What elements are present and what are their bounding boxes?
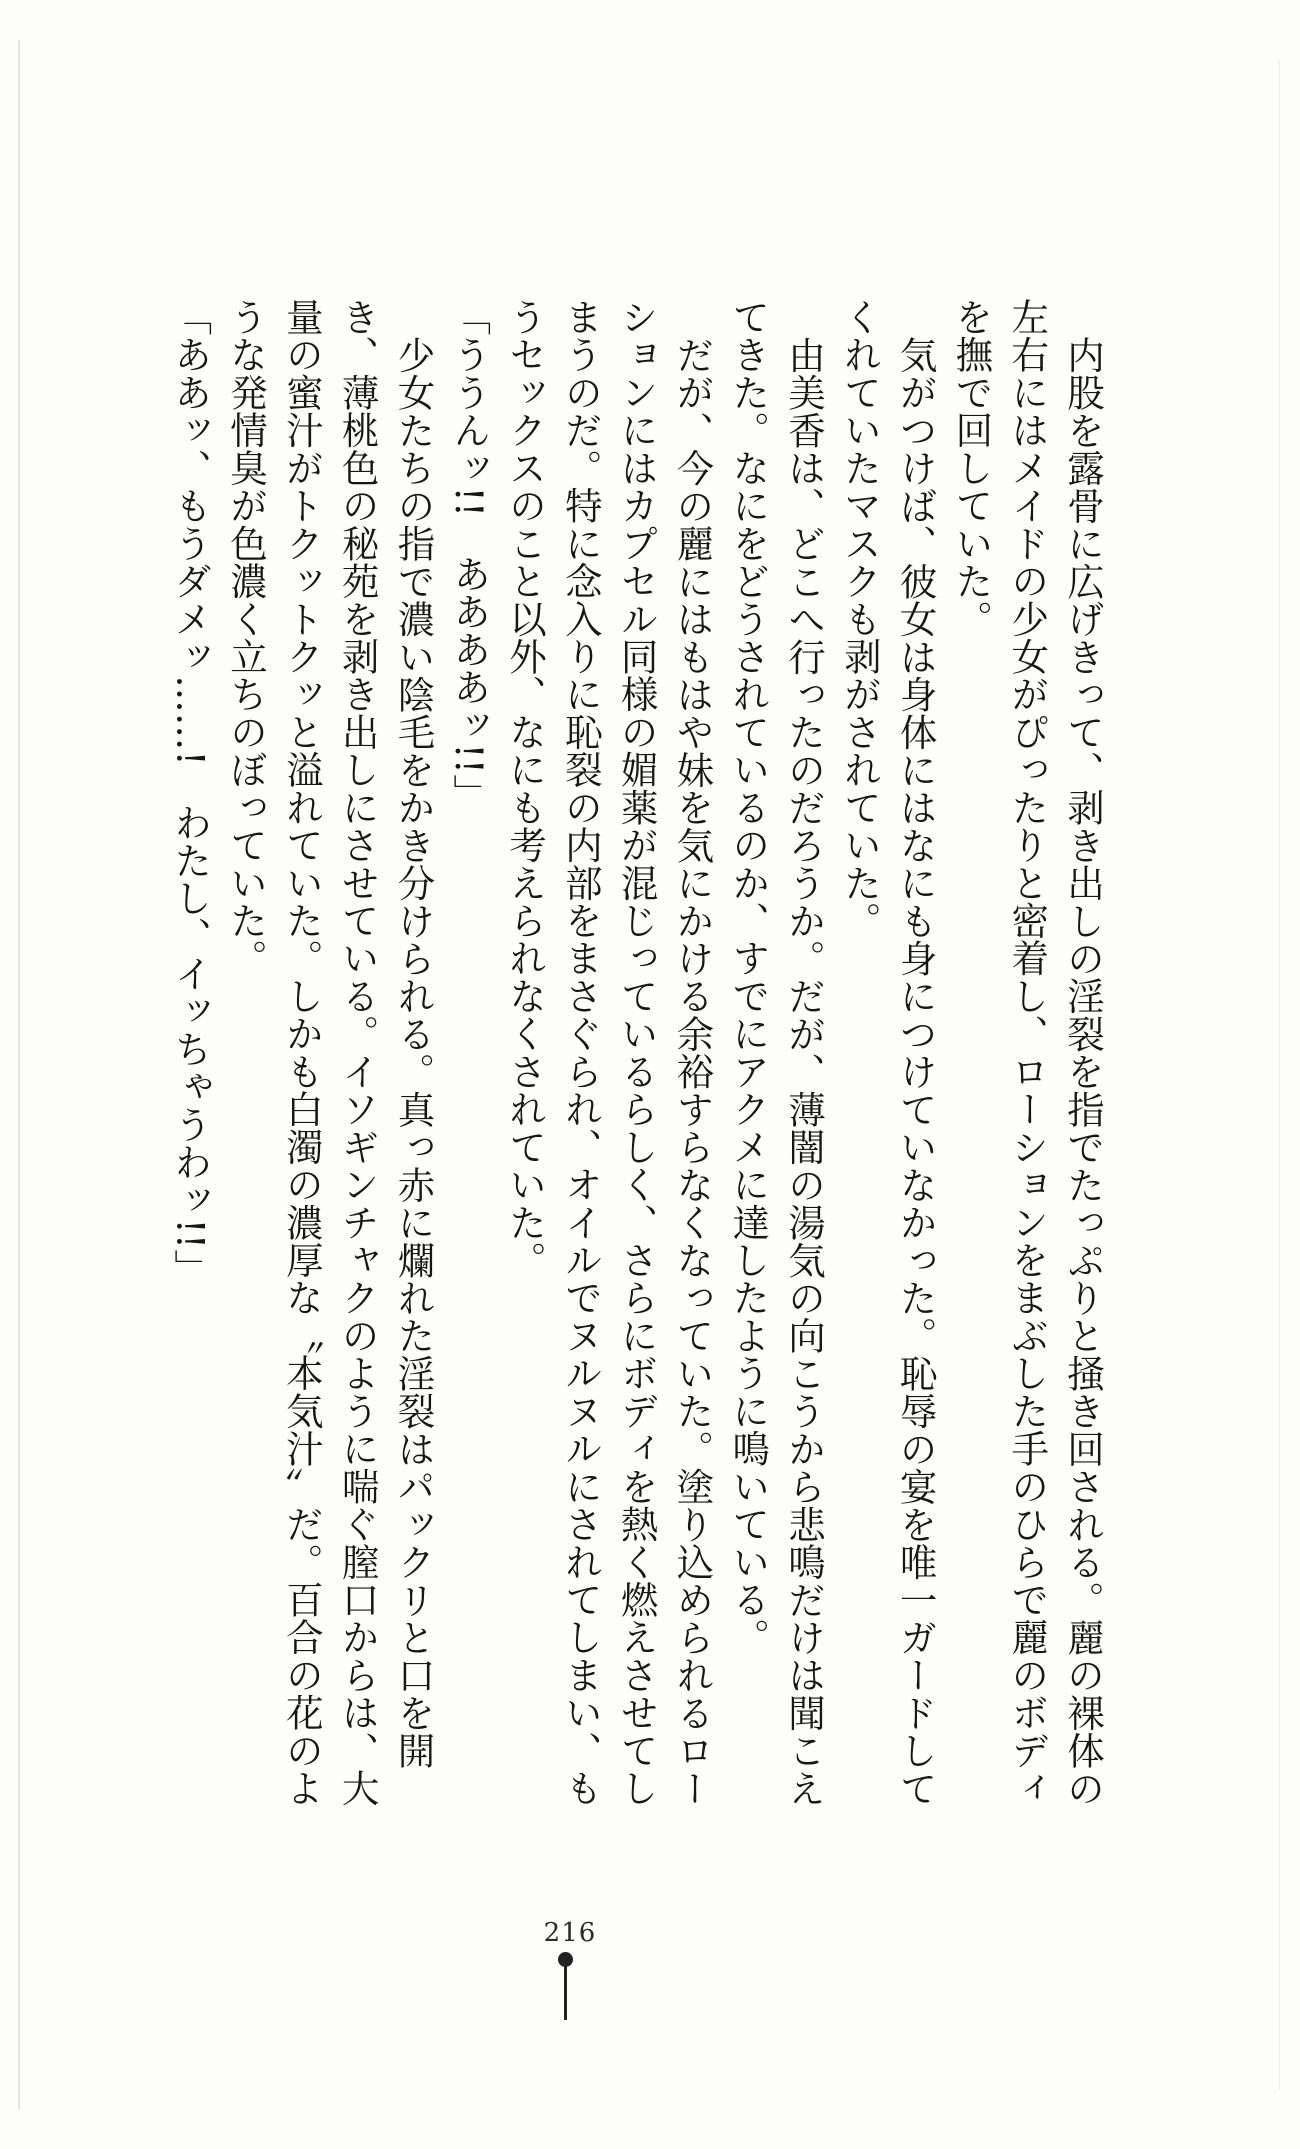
paragraph-1: 内股を露骨に広げきって、剥き出しの淫裂を指でたっぷりと掻き回される。麗の裸体の左右にはメイドの少女がぴったりと密着し、ローションをまぶした手のひらで麗のボディを撫で回していた。	[949, 298, 1105, 1807]
paragraph-2: 気がつけば、彼女は身体にはなにも身につけていなかった。恥辱の宴を唯一ガードしてくれていたマスクも剥がされていた。	[837, 298, 938, 1807]
page-number: 216	[543, 1918, 597, 1948]
vertical-text-block	[161, 298, 1110, 1838]
dialogue-2: 「ああッ、もうダメッ……! わたし、イッちゃうわッ!!」	[168, 298, 213, 1287]
folio-line-ornament	[564, 1964, 567, 2020]
page-edge-right	[1279, 60, 1280, 2090]
paragraph-5: 少女たちの指で濃い陰毛をかき分けられる。真っ赤に爛れた淫裂はパックリと口を開き、薄桃色の秘苑を剥き出しにさせている。イソギンチャクのように喘ぐ膣口からは、大量の蜜汁がトクットクッと溢れていた。しかも白濁の濃厚な〝本気汁〟だ。百合の花のような発情臭が色濃く立ちのぼっていた。	[224, 298, 436, 1807]
dialogue-1: 「ううんッ!! ああああッ!!」	[447, 298, 492, 812]
page-edge-left	[18, 40, 20, 2110]
paragraph-4: だが、今の麗にはもはや妹を気にかける余裕すらなくなっていた。塗り込められるローションにはカプセル同様の媚薬が混じっているらしく、さらにボディを熱く燃えさせてしまうのだ。特に念入りに恥裂の内部をまさぐられ、オイルでヌルヌルにされてしまい、もうセックスのこと以外、なにも考えられなくされていた。	[503, 298, 715, 1807]
paragraph-3: 由美香は、どこへ行ったのだろうか。だが、薄闇の湯気の向こうから悲鳴だけは聞こえてきた。なにをどうされているのか、すでにアクメに達したように鳴いている。	[726, 298, 827, 1807]
